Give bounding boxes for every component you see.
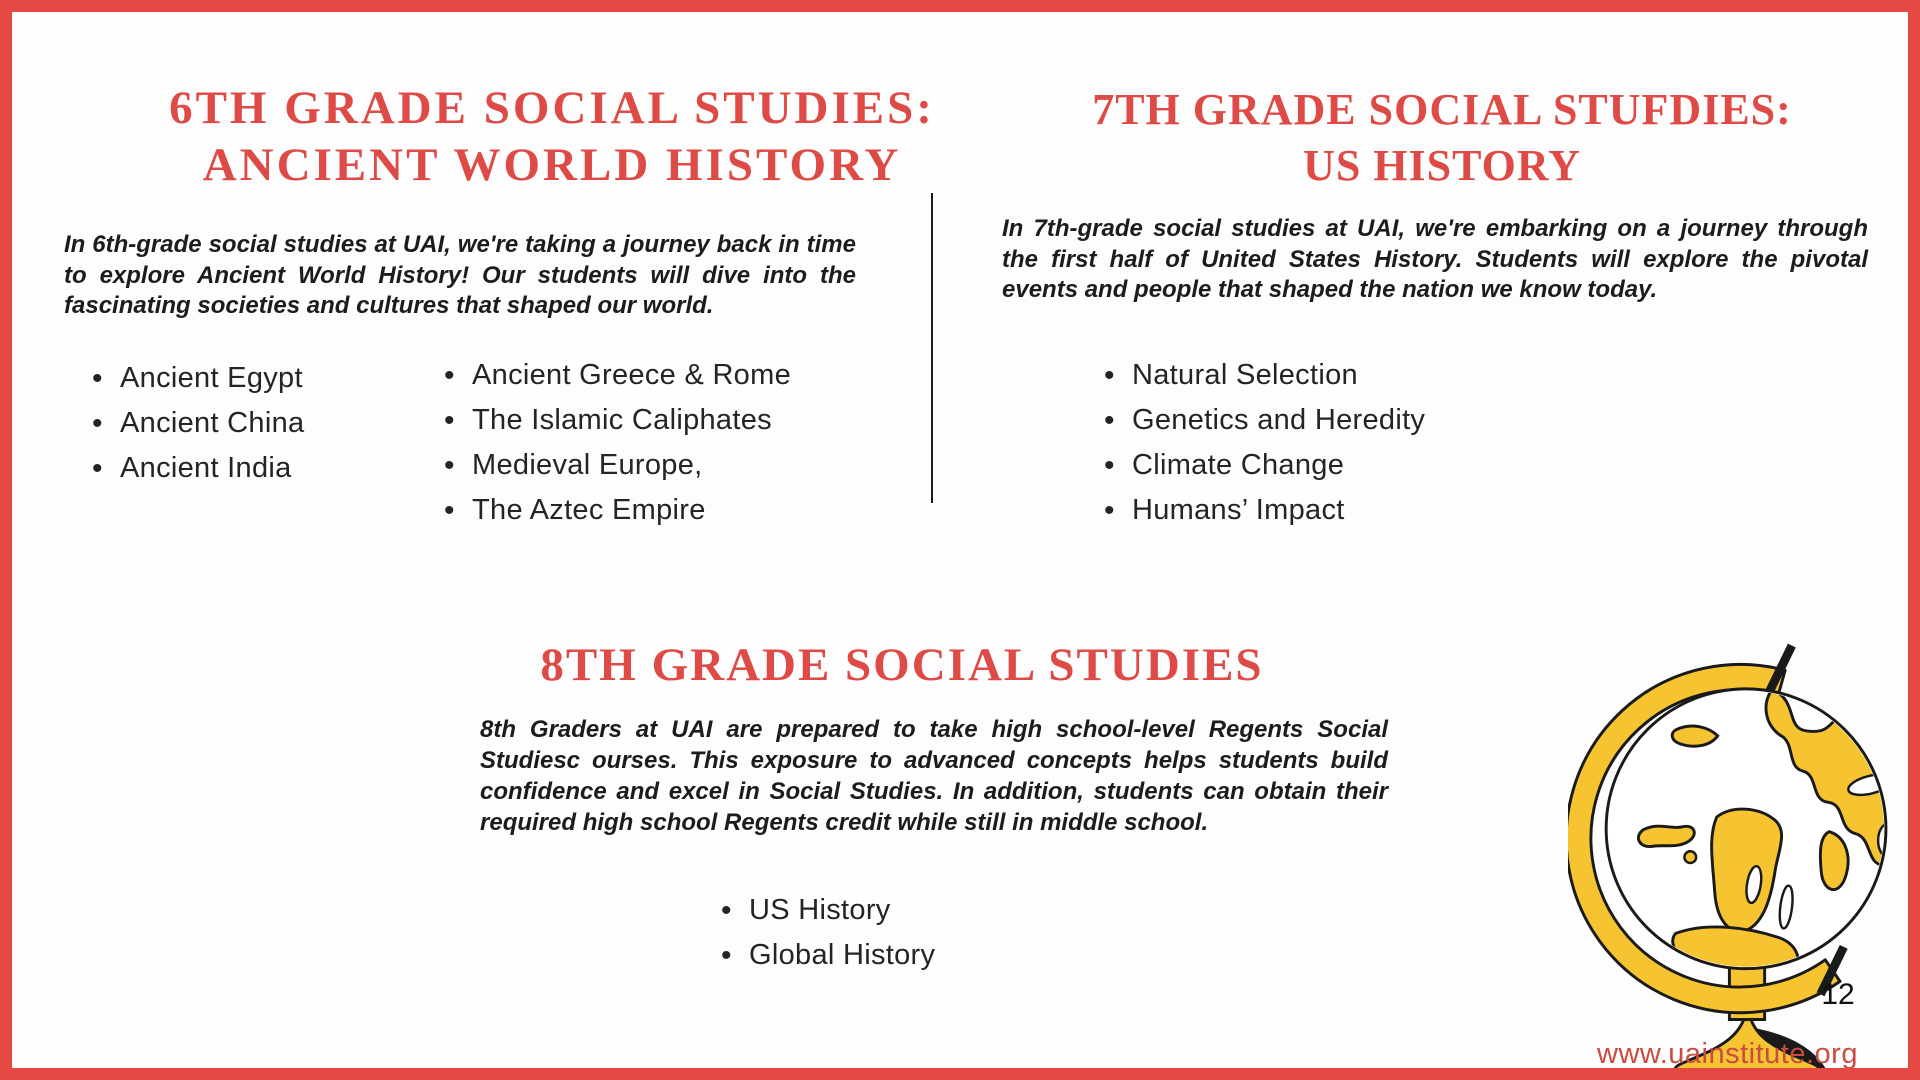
bullet-text: Natural Selection <box>1132 359 1358 391</box>
grade8-title <box>442 638 1362 692</box>
grade7-title-line2: US HISTORY <box>1303 141 1581 190</box>
bullet-text: The Islamic Caliphates <box>472 404 772 436</box>
grade6-paragraph: In 6th-grade social studies at UAI, we're taking a journey back in time to explore Ancient World History! Our students will dive into the fascinating societies and cultures that shaped our world. <box>64 231 856 319</box>
list-item <box>92 446 304 491</box>
list-item <box>721 888 935 933</box>
bullet-dot <box>721 888 732 934</box>
bullet-text: The Aztec Empire <box>472 494 706 526</box>
bullet-dot <box>444 398 455 444</box>
bullet-text: Ancient Greece & Rome <box>472 359 791 391</box>
bullet-text: Ancient China <box>120 407 305 439</box>
grade8-paragraph: 8th Graders at UAI are prepared to take high school-level Regents Social Studiesc ourses. This exposure to advanced concepts helps students build confidence and excel in Social Studies. In addition, students can obtain their required high school Regents credit while still in middle school. <box>480 716 1388 836</box>
list-item <box>1104 488 1425 533</box>
page-number: 12 <box>1821 978 1855 1011</box>
bullet-dot <box>444 443 455 489</box>
grade6-bullet-list-col1 <box>92 356 304 491</box>
grade6-title-line1: 6TH GRADE SOCIAL STUDIES: <box>169 82 935 134</box>
grade6-title <box>72 80 1032 194</box>
bullet-text: Climate Change <box>1132 449 1345 481</box>
grade7-bullet-list <box>1104 353 1425 533</box>
bullet-text: US History <box>749 894 891 926</box>
grade8-title-line1: 8TH GRADE SOCIAL STUDIES <box>540 639 1264 691</box>
bullet-dot <box>1104 488 1115 534</box>
list-item <box>444 488 791 533</box>
list-item <box>444 443 791 488</box>
list-item <box>1104 443 1425 488</box>
bullet-text: Medieval Europe, <box>472 449 703 481</box>
grade7-title <box>1002 82 1882 194</box>
section-divider <box>931 193 933 503</box>
list-item <box>444 353 791 398</box>
bullet-dot <box>721 933 732 979</box>
list-item <box>1104 353 1425 398</box>
list-item <box>1104 398 1425 443</box>
bullet-dot <box>92 401 103 447</box>
globe-icon <box>1568 638 1920 1080</box>
list-item <box>92 401 304 446</box>
bullet-dot <box>1104 398 1115 444</box>
bullet-text: Genetics and Heredity <box>1132 404 1426 436</box>
grade8-bullet-list <box>721 888 935 978</box>
grade7-paragraph: In 7th-grade social studies at UAI, we're embarking on a journey through the first half of United States History. Students will explore the pivotal events and people that shaped the nation we know today. <box>1002 215 1868 303</box>
bullet-dot <box>92 446 103 492</box>
bullet-dot <box>444 488 455 534</box>
grade7-title-line1: 7TH GRADE SOCIAL STUFDIES: <box>1092 85 1792 134</box>
grade6-bullet-list-col2 <box>444 353 791 533</box>
bullet-text: Global History <box>749 939 936 971</box>
bullet-text: Ancient Egypt <box>120 362 303 394</box>
bullet-dot <box>92 356 103 402</box>
grade6-title-line2: ANCIENT WORLD HISTORY <box>202 139 902 191</box>
list-item <box>92 356 304 401</box>
bullet-text: Ancient India <box>120 452 292 484</box>
bullet-text: Humans’ Impact <box>1132 494 1345 526</box>
bullet-dot <box>444 353 455 399</box>
list-item <box>721 933 935 978</box>
list-item <box>444 398 791 443</box>
bullet-dot <box>1104 443 1115 489</box>
bullet-dot <box>1104 353 1115 399</box>
website-link[interactable]: www.uainstitute.org <box>1597 1038 1858 1070</box>
